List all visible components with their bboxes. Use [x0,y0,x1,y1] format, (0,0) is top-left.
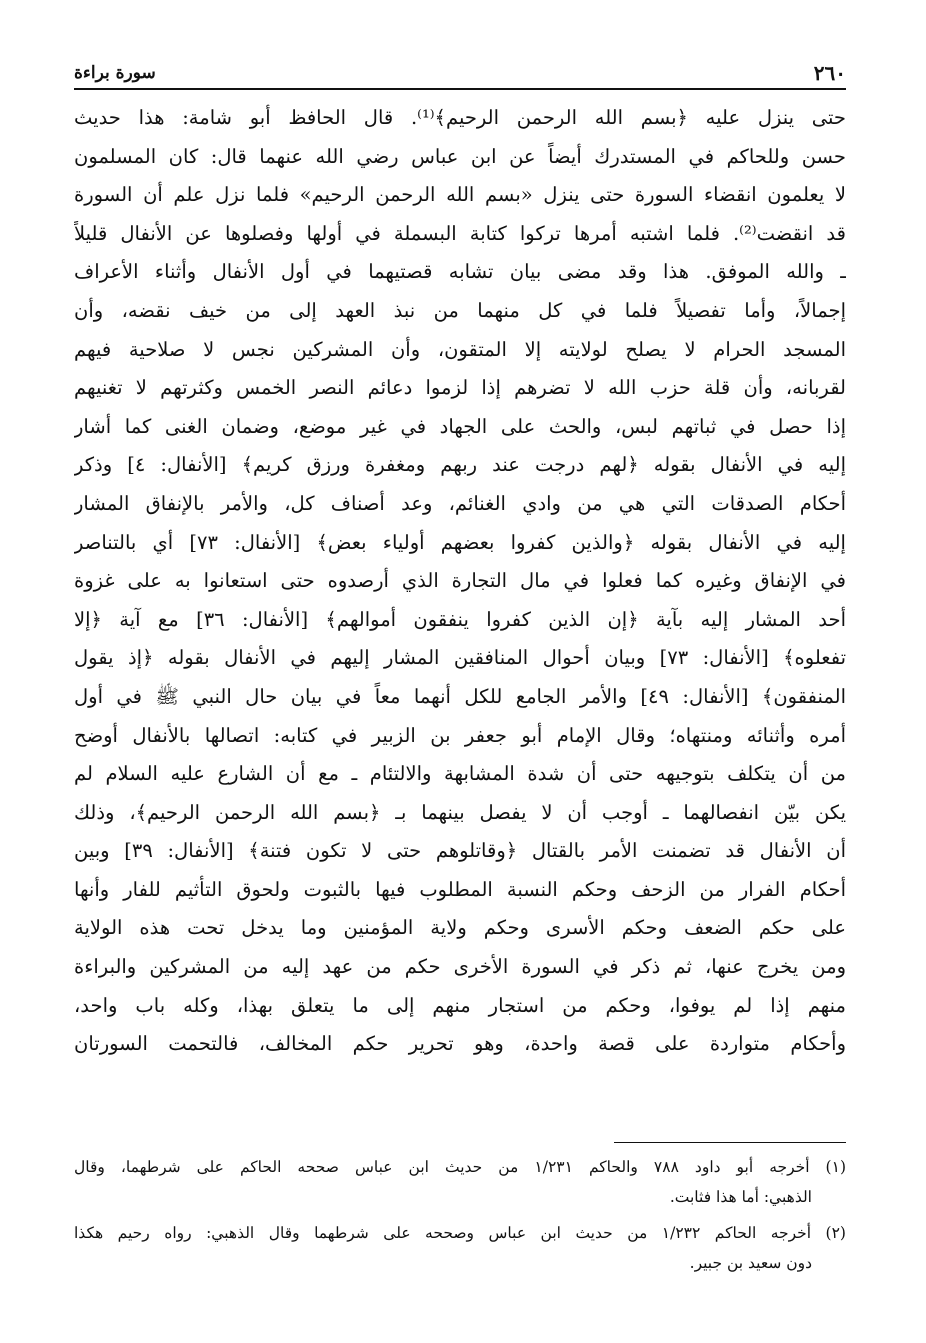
text-line: من أن يتكلف بتوجيهه حتى أن شدة المشابهة والالتئام ـ مع أن الشارع عليه السلام لم [74,762,846,786]
text-line: وأحكام متواردة على قصة واحدة، وهو تحرير حكم المخالف، فالتحمت السورتان [74,1032,846,1056]
header-divider [74,88,846,90]
text-line: أحكام الصدقات التي هي من وادي الغنائم، وعد أصناف كل، والأمر بالإنفاق المشار [74,491,846,515]
text-line: إجمالاً، وأما تفصيلاً فلما في كل منهما من نبذ العهد إلى من خيف نقضه، وأن [74,298,846,322]
text-line: حسن وللحاكم في المستدرك أيضاً عن ابن عباس رضي الله عنهما قال: كان المسلمون [74,144,846,168]
text-line: ومن يخرج عنها، ثم ذكر في السورة الأخرى حكم من عهد إليه من المشركين والبراءة [74,955,846,979]
main-text [74,99,846,1064]
page-header [74,58,846,88]
text-line: حتى ينزل عليه ﴿بسم الله الرحمن الرحيم﴾⁽¹⁾. قال الحافظ أبو شامة: هذا حديث [74,106,846,129]
text-line: على حكم الضعف وحكم الأسرى وحكم ولاية المؤمنين وما يدخل تحت هذه الولاية [74,916,846,940]
text-line: إذا حصل في ثباتهم لبس، والحث على الجهاد في غير موضع، وضمان الغنى كما أشار [74,414,846,438]
text-line: يكن بيّن انفصالهما ـ أوجب أن لا يفصل بينهما بـ ﴿بسم الله الرحمن الرحيم﴾، وذلك [74,800,846,824]
text-line: قد انقضت⁽²⁾. فلما اشتبه أمرها تركوا كتابة البسملة في أولها وفصلوها عن الأنفال قليلاً [74,221,846,245]
text-line: أمره وأثنائه ومنتهاه؛ وقال الإمام أبو جعفر بن الزبير في كتابه: اتصالها بالأنفال أوضح [74,723,846,747]
text-line: تفعلوه﴾ [الأنفال: ٧٣] وبيان أحوال المنافقين المشار إليهم في الأنفال بقوله ﴿إذ يقول [74,646,846,670]
footnote-line: دون سعيد بن جبير. [689,1254,812,1272]
text-line: منهم إذا لم يوفوا، وحكم من استجار منهم إلى ما يتعلق بهذا، وكله باب واحد، [74,993,846,1017]
text-line: إليه في الأنفال بقوله ﴿والذين كفروا بعضهم أولياء بعض﴾ [الأنفال: ٧٣] أي بالتناصر [74,530,846,554]
footnote-1 [74,1152,846,1212]
footnote-line: (٢) أخرجه الحاكم ١/٢٣٢ من حديث ابن عباس وصححه على شرطهما وقال الذهبي: رواه رحيم هكذا [74,1224,846,1242]
text-line: المنفقون﴾ [الأنفال: ٤٩] والأمر الجامع للكل أنهما معاً في بيان حال النبي ﷺ في أول [74,684,846,708]
text-line: لقربانه، وأن قلة حزب الله لا تضرهم إذا لزموا دعائم النصر الخمس وكثرتهم لا تغنيهم [74,376,846,400]
page-number: ٢٦٠ [813,61,846,85]
text-line: إليه في الأنفال بقوله ﴿لهم درجت عند ربهم ومغفرة ورزق كريم﴾ [الأنفال: ٤] وذكر [74,453,846,477]
footnote-line: (١) أخرجه أبو داود ٧٨٨ والحاكم ١/٢٣١ من حديث ابن عباس صححه الحاكم على شرطهما، وقال [74,1158,846,1176]
text-line: أحكام الفرار من الزحف وحكم النسبة المطلوب فيها بالثبوت ولحوق التأثيم للفار وأنها [74,877,846,901]
text-line: أحد المشار إليه بآية ﴿إن الذين كفروا ينفقون أموالهم﴾ [الأنفال: ٣٦] مع آية ﴿إلا [74,607,846,631]
footnote-line: الذهبي: أما هذا فثابت. [669,1188,812,1206]
footnote-divider [614,1142,846,1143]
running-title: سورة براءة [74,63,156,83]
footnotes [74,1152,846,1278]
footnote-2 [74,1218,846,1278]
text-line: ـ والله الموفق. هذا وقد مضى بيان تشابه قصتيهما في أول الأنفال وأثناء الأعراف [74,260,846,284]
text-line: في الإنفاق وغيره كما فعلوا في مال التجارة الذي أرصدوه حتى استعانوا به على غزوة [74,569,846,593]
text-line: أن الأنفال قد تضمنت الأمر بالقتال ﴿وقاتلوهم حتى لا تكون فتنة﴾ [الأنفال: ٣٩] وبين [74,839,846,863]
text-line: لا يعلمون انقضاء السورة حتى ينزل «بسم الله الرحمن الرحيم» فلما نزل علم أن السورة [74,183,846,207]
text-line: المسجد الحرام لا يصلح لولايته إلا المتقون، وأن المشركين نجس لا صلاحية فيهم [74,337,846,361]
